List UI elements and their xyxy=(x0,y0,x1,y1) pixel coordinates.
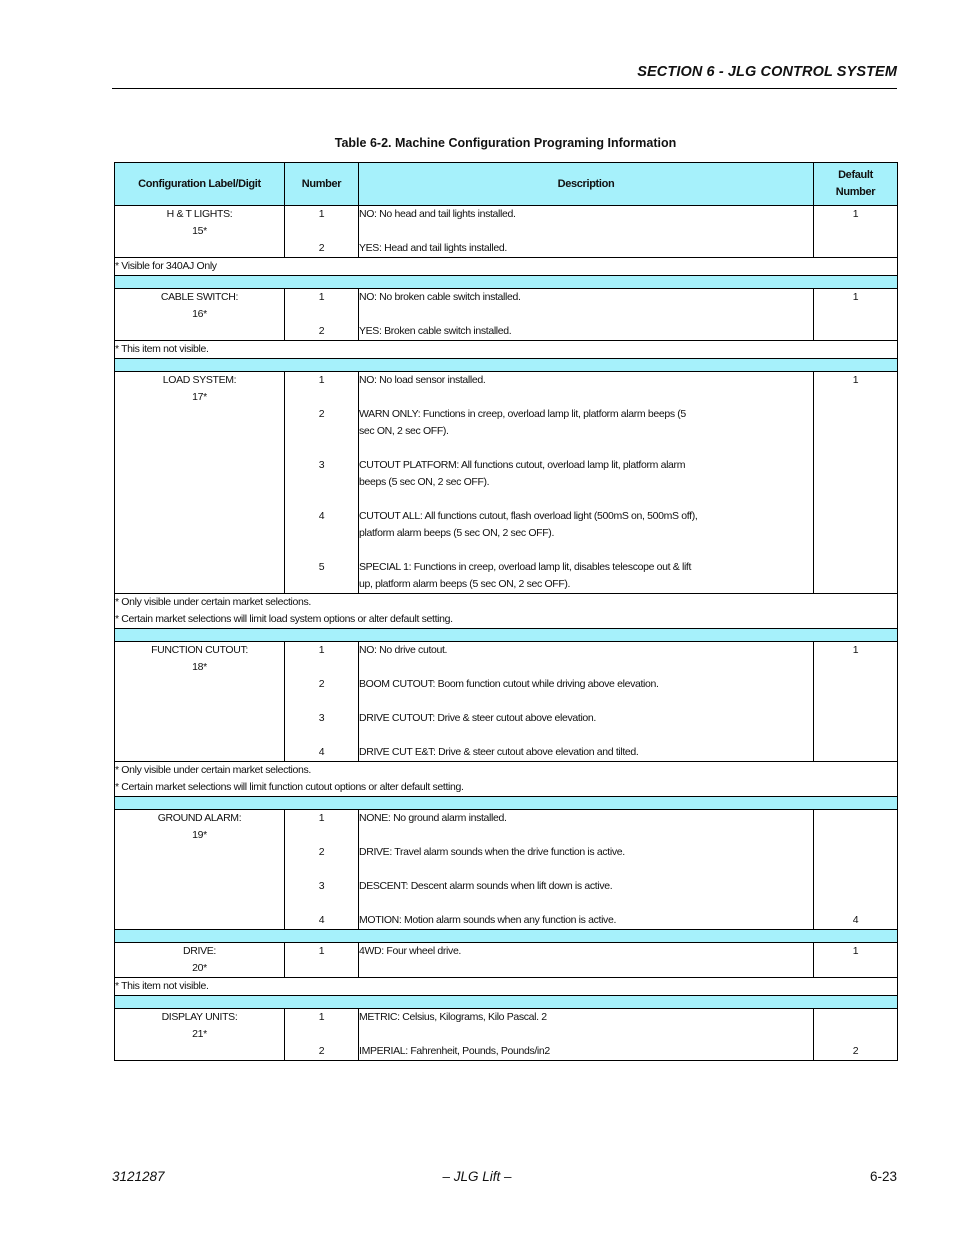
note-row xyxy=(115,258,898,276)
config-row xyxy=(115,943,898,978)
option-description: sec ON, 2 sec OFF). xyxy=(359,425,449,437)
option-description: platform alarm beeps (5 sec ON, 2 sec OFF). xyxy=(359,527,555,539)
default-gap xyxy=(814,844,897,861)
default-gap xyxy=(814,827,897,844)
option-gap xyxy=(285,491,358,508)
spacer-row xyxy=(115,797,898,810)
option-gap xyxy=(285,223,358,240)
note-text: * Only visible under certain market selections. xyxy=(115,596,311,608)
config-label xyxy=(115,642,285,762)
default-number: 1 xyxy=(852,208,859,220)
config-row xyxy=(115,1009,898,1061)
option-number: 1 xyxy=(318,1011,325,1023)
option-gap xyxy=(359,861,813,878)
note-cell xyxy=(115,762,898,797)
config-descriptions xyxy=(359,943,814,978)
config-label xyxy=(115,289,285,341)
option-number: 1 xyxy=(318,812,325,824)
option-number: 1 xyxy=(318,208,325,220)
option-number: 3 xyxy=(318,880,325,892)
config-descriptions xyxy=(359,372,814,594)
column-header-label: Configuration Label/Digit xyxy=(115,163,285,206)
config-label xyxy=(115,1009,285,1061)
note-row xyxy=(115,762,898,797)
option-number: 5 xyxy=(318,561,325,573)
section-title: SECTION 6 - JLG CONTROL SYSTEM xyxy=(637,64,897,80)
option-description: IMPERIAL: Fahrenheit, Pounds, Pounds/in2 xyxy=(359,1045,550,1057)
default-gap xyxy=(814,895,897,912)
option-description: DRIVE CUTOUT: Drive & steer cutout above elevation. xyxy=(359,712,596,724)
config-label-digit: 18* xyxy=(192,661,207,673)
option-description: YES: Broken cable switch installed. xyxy=(359,325,512,337)
config-label xyxy=(115,206,285,258)
option-gap xyxy=(359,223,813,240)
option-number: 1 xyxy=(318,374,325,386)
spacer-cell xyxy=(115,629,898,642)
default-number: 4 xyxy=(852,914,859,926)
default-number: 1 xyxy=(852,291,859,303)
option-number: 4 xyxy=(318,914,325,926)
config-numbers xyxy=(285,642,359,762)
option-gap xyxy=(285,440,358,457)
config-numbers xyxy=(285,289,359,341)
default-gap xyxy=(814,878,897,895)
option-number: 4 xyxy=(318,746,325,758)
column-header-default xyxy=(814,163,898,206)
config-label-name: LOAD SYSTEM: xyxy=(162,374,237,386)
config-default xyxy=(814,642,898,762)
option-description: DRIVE CUT E&T: Drive & steer cutout above elevation and tilted. xyxy=(359,746,639,758)
config-label-name: DISPLAY UNITS: xyxy=(161,1011,238,1023)
option-number: 2 xyxy=(318,1045,325,1057)
page-number: 6-23 xyxy=(869,1169,897,1184)
config-default xyxy=(814,289,898,341)
note-cell xyxy=(115,258,898,276)
option-description: 4WD: Four wheel drive. xyxy=(359,945,462,957)
option-description: DRIVE: Travel alarm sounds when the drive function is active. xyxy=(359,846,625,858)
config-label-name: FUNCTION CUTOUT: xyxy=(151,644,248,656)
option-number: 2 xyxy=(318,408,325,420)
option-number: 4 xyxy=(318,510,325,522)
default-gap xyxy=(814,861,897,878)
option-description: beeps (5 sec ON, 2 sec OFF). xyxy=(359,476,490,488)
config-descriptions xyxy=(359,642,814,762)
note-text: * This item not visible. xyxy=(115,980,209,992)
config-label-name: H & T LIGHTS: xyxy=(166,208,233,220)
option-gap xyxy=(359,693,813,710)
config-row xyxy=(115,206,898,258)
option-description: CUTOUT ALL: All functions cutout, flash overload light (500mS on, 500mS off), xyxy=(359,510,698,522)
option-gap xyxy=(285,525,358,542)
default-number: 1 xyxy=(852,374,859,386)
option-description: NO: No broken cable switch installed. xyxy=(359,291,521,303)
note-row xyxy=(115,594,898,629)
option-gap xyxy=(359,727,813,744)
column-header-description: Description xyxy=(359,163,814,206)
config-row xyxy=(115,810,898,930)
option-number: 1 xyxy=(318,291,325,303)
column-header-default-line1: Default xyxy=(838,169,873,181)
option-gap xyxy=(285,693,358,710)
default-number: 2 xyxy=(852,1045,859,1057)
table-header-row xyxy=(115,163,898,206)
config-row xyxy=(115,642,898,762)
option-gap xyxy=(359,542,813,559)
config-default xyxy=(814,810,898,930)
option-description: YES: Head and tail lights installed. xyxy=(359,242,507,254)
option-gap xyxy=(285,306,358,323)
header-rule xyxy=(112,88,897,89)
config-row xyxy=(115,372,898,594)
config-numbers xyxy=(285,206,359,258)
option-description: MOTION: Motion alarm sounds when any function is active. xyxy=(359,914,617,926)
option-description: SPECIAL 1: Functions in creep, overload lamp lit, disables telescope out & lift xyxy=(359,561,692,573)
option-description: METRIC: Celsius, Kilograms, Kilo Pascal. 2 xyxy=(359,1011,547,1023)
option-description: CUTOUT PLATFORM: All functions cutout, overload lamp lit, platform alarm xyxy=(359,459,686,471)
option-gap xyxy=(359,491,813,508)
default-gap xyxy=(814,1026,897,1043)
config-descriptions xyxy=(359,289,814,341)
config-numbers xyxy=(285,810,359,930)
config-numbers xyxy=(285,943,359,978)
option-number: 2 xyxy=(318,242,325,254)
config-default xyxy=(814,943,898,978)
option-gap xyxy=(285,895,358,912)
option-number: 2 xyxy=(318,678,325,690)
note-row xyxy=(115,978,898,996)
config-default xyxy=(814,1009,898,1061)
option-gap xyxy=(285,542,358,559)
option-gap xyxy=(285,861,358,878)
option-gap xyxy=(285,827,358,844)
option-gap xyxy=(285,576,358,593)
footer-brand: – JLG Lift – xyxy=(442,1169,512,1184)
config-default xyxy=(814,372,898,594)
config-label-digit: 20* xyxy=(192,962,207,974)
config-descriptions xyxy=(359,810,814,930)
default-gap xyxy=(814,810,897,827)
note-text: * This item not visible. xyxy=(115,343,209,355)
option-description: NO: No head and tail lights installed. xyxy=(359,208,516,220)
option-description: NO: No load sensor installed. xyxy=(359,374,486,386)
option-gap xyxy=(359,389,813,406)
config-label xyxy=(115,372,285,594)
option-number: 3 xyxy=(318,459,325,471)
config-label-digit: 17* xyxy=(192,391,207,403)
option-gap xyxy=(285,1026,358,1043)
note-cell xyxy=(115,341,898,359)
option-number: 3 xyxy=(318,712,325,724)
option-description: up, platform alarm beeps (5 sec ON, 2 sec OFF). xyxy=(359,578,571,590)
option-description: BOOM CUTOUT: Boom function cutout while driving above elevation. xyxy=(359,678,659,690)
config-label-digit: 19* xyxy=(192,829,207,841)
configuration-table xyxy=(114,162,898,1061)
spacer-cell xyxy=(115,276,898,289)
spacer-cell xyxy=(115,930,898,943)
spacer-cell xyxy=(115,996,898,1009)
option-number: 2 xyxy=(318,325,325,337)
config-row xyxy=(115,289,898,341)
column-header-number: Number xyxy=(285,163,359,206)
spacer-row xyxy=(115,629,898,642)
note-row xyxy=(115,341,898,359)
config-label-name: GROUND ALARM: xyxy=(157,812,242,824)
default-number: 1 xyxy=(852,945,859,957)
option-gap xyxy=(359,440,813,457)
spacer-row xyxy=(115,276,898,289)
option-gap xyxy=(359,1026,813,1043)
option-description: WARN ONLY: Functions in creep, overload lamp lit, platform alarm beeps (5 xyxy=(359,408,686,420)
option-number: 2 xyxy=(318,846,325,858)
config-descriptions xyxy=(359,1009,814,1061)
default-number: 1 xyxy=(852,644,859,656)
option-gap xyxy=(359,659,813,676)
option-gap xyxy=(359,306,813,323)
table-title: Table 6-2. Machine Configuration Programing Information xyxy=(334,136,677,150)
option-gap xyxy=(359,895,813,912)
default-gap xyxy=(814,1009,897,1026)
config-label-digit: 16* xyxy=(192,308,207,320)
note-text: * Only visible under certain market selections. xyxy=(115,764,311,776)
table-body xyxy=(115,206,898,1061)
config-label-name: DRIVE: xyxy=(183,945,216,957)
note-cell xyxy=(115,978,898,996)
option-description: NONE: No ground alarm installed. xyxy=(359,812,507,824)
config-numbers xyxy=(285,1009,359,1061)
spacer-row xyxy=(115,930,898,943)
option-gap xyxy=(285,389,358,406)
spacer-row xyxy=(115,359,898,372)
config-label xyxy=(115,943,285,978)
note-cell xyxy=(115,594,898,629)
option-gap xyxy=(285,423,358,440)
doc-number: 3121287 xyxy=(112,1169,165,1184)
config-default xyxy=(814,206,898,258)
config-descriptions xyxy=(359,206,814,258)
note-text: * Visible for 340AJ Only xyxy=(115,260,217,272)
option-gap xyxy=(359,827,813,844)
config-label xyxy=(115,810,285,930)
option-gap xyxy=(285,727,358,744)
option-description: DESCENT: Descent alarm sounds when lift down is active. xyxy=(359,880,613,892)
option-gap xyxy=(285,659,358,676)
config-label-digit: 21* xyxy=(192,1028,207,1040)
config-label-name: CABLE SWITCH: xyxy=(160,291,239,303)
config-label-digit: 15* xyxy=(192,225,207,237)
note-text: * Certain market selections will limit function cutout options or alter default setting. xyxy=(115,781,464,793)
spacer-cell xyxy=(115,797,898,810)
spacer-row xyxy=(115,996,898,1009)
option-number: 1 xyxy=(318,644,325,656)
option-description: NO: No drive cutout. xyxy=(359,644,448,656)
column-header-default-line2: Number xyxy=(835,186,876,198)
spacer-cell xyxy=(115,359,898,372)
note-text: * Certain market selections will limit load system options or alter default setting. xyxy=(115,613,453,625)
option-gap xyxy=(285,474,358,491)
option-number: 1 xyxy=(318,945,325,957)
config-numbers xyxy=(285,372,359,594)
